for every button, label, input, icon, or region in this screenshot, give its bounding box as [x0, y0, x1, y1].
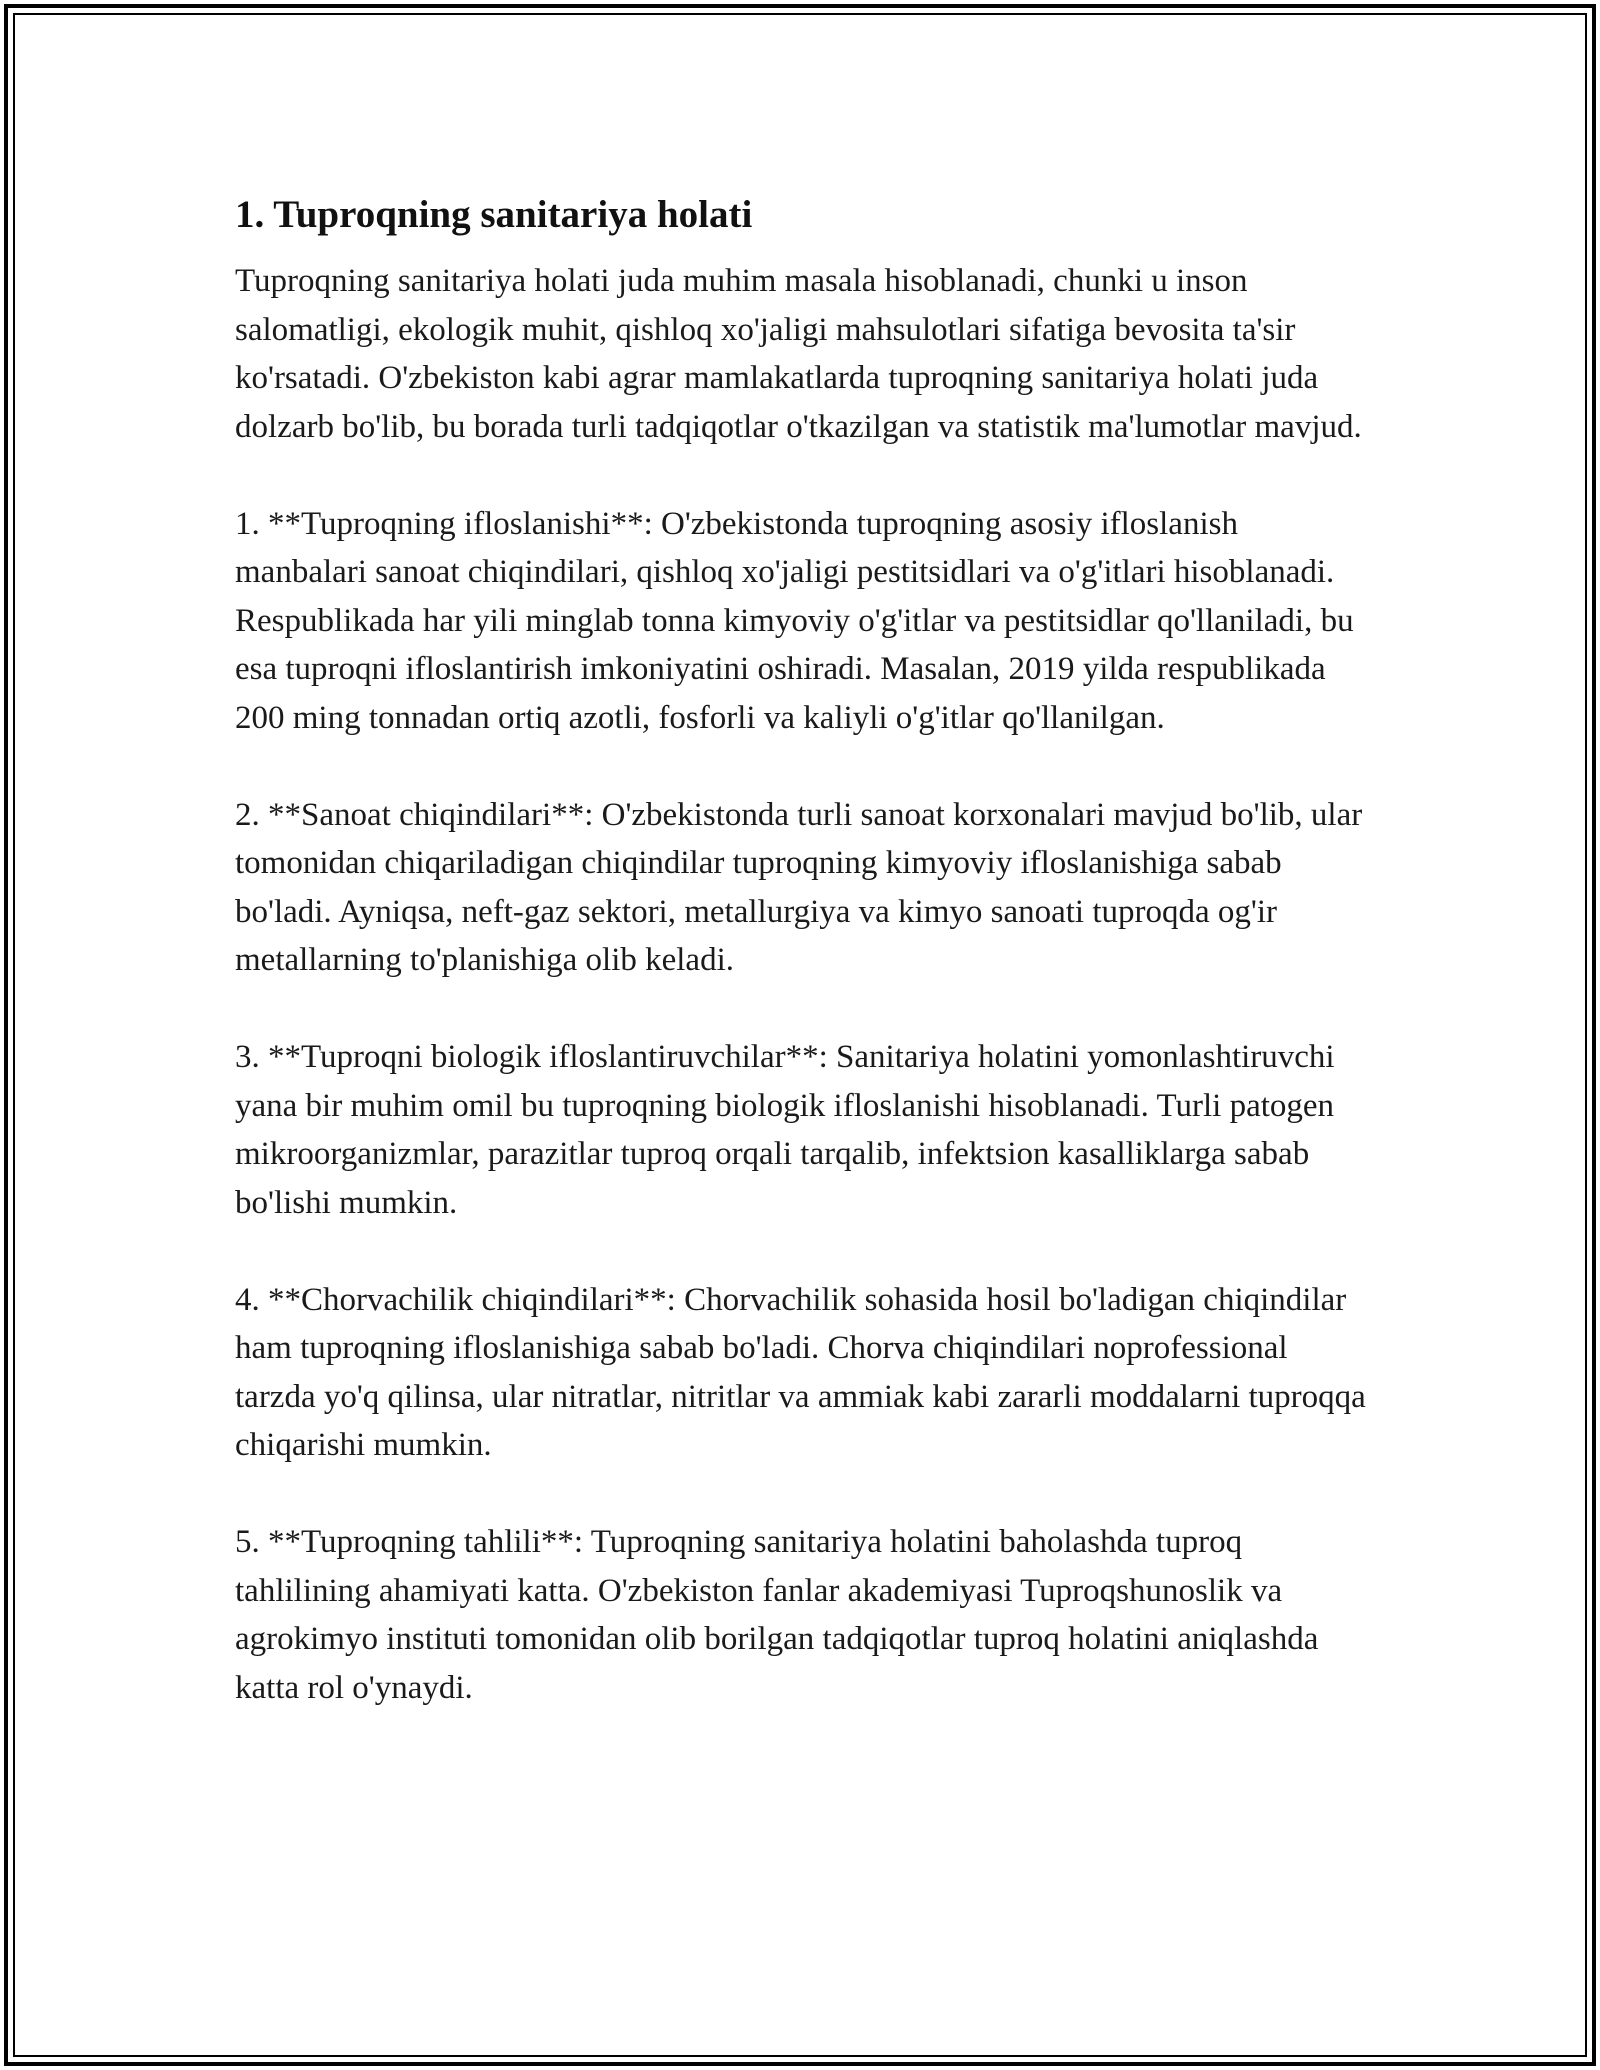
intro-paragraph: Tuproqning sanitariya holati juda muhim masala hisoblanadi, chunki u inson salomatligi, ekologik muhit, qishloq xo'jaligi mahsulotlari sifatiga bevosita ta'sir ko'rsatadi. O'zbekiston kabi agrar mamlakatlarda tuproqning sanitariya holati juda dolzarb bo'lib, bu borada turli tadqiqotlar o'tkazilgan va statistik ma'lumotlar mavjud.: [235, 263, 1362, 445]
paragraph-livestock-waste: 4. **Chorvachilik chiqindilari**: Chorvachilik sohasida hosil bo'ladigan chiqindilar ham tuproqning ifloslanishiga sabab bo'ladi. Chorva chiqindilari noprofessional tarzda yo'q qilinsa, ular nitratlar, nitritlar va ammiak kabi zararli moddalarni tuproqqa chiqarishi mumkin.: [235, 1281, 1366, 1463]
paragraph-industrial-waste: 2. **Sanoat chiqindilari**: O'zbekistonda turli sanoat korxonalari mavjud bo'lib, ular tomonidan chiqariladigan chiqindilar tuproqning kimyoviy ifloslanishiga sabab bo'ladi. Ayniqsa, neft-gaz sektori, metallurgiya va kimyo sanoati tuproqda og'ir metallarning to'planishiga olib keladi.: [235, 796, 1363, 978]
document-body: [235, 185, 1375, 1761]
paragraph-biological-contaminants: 3. **Tuproqni biologik ifloslantiruvchilar**: Sanitariya holatini yomonlashtiruvchi yana bir muhim omil bu tuproqning biologik ifloslanishi hisoblanadi. Turli patogen mikroorganizmlar, parazitlar tuproq orqali tarqalib, infektsion kasalliklarga sabab bo'lishi mumkin.: [235, 1039, 1335, 1221]
paragraph-soil-analysis: 5. **Tuproqning tahlili**: Tuproqning sanitariya holatini baholashda tuproq tahlilining ahamiyati katta. O'zbekiston fanlar akademiyasi Tuproqshunoslik va agrokimyo instituti tomonidan olib borilgan tadqiqotlar tuproq holatini aniqlashda katta rol o'ynaydi.: [235, 1524, 1319, 1706]
paragraph-soil-pollution: 1. **Tuproqning ifloslanishi**: O'zbekistonda tuproqning asosiy ifloslanish manbalari sanoat chiqindilari, qishloq xo'jaligi pestitsidlari va o'g'itlari hisoblanadi. Respublikada har yili minglab tonna kimyoviy o'g'itlar va pestitsidlar qo'llaniladi, bu esa tuproqni ifloslantirish imkoniyatini oshiradi. Masalan, 2019 yilda respublikada 200 ming tonnadan ortiq azotli, fosforli va kaliyli o'g'itlar qo'llanilgan.: [235, 505, 1354, 736]
section-heading: 1. Tuproqning sanitariya holati: [235, 193, 753, 236]
